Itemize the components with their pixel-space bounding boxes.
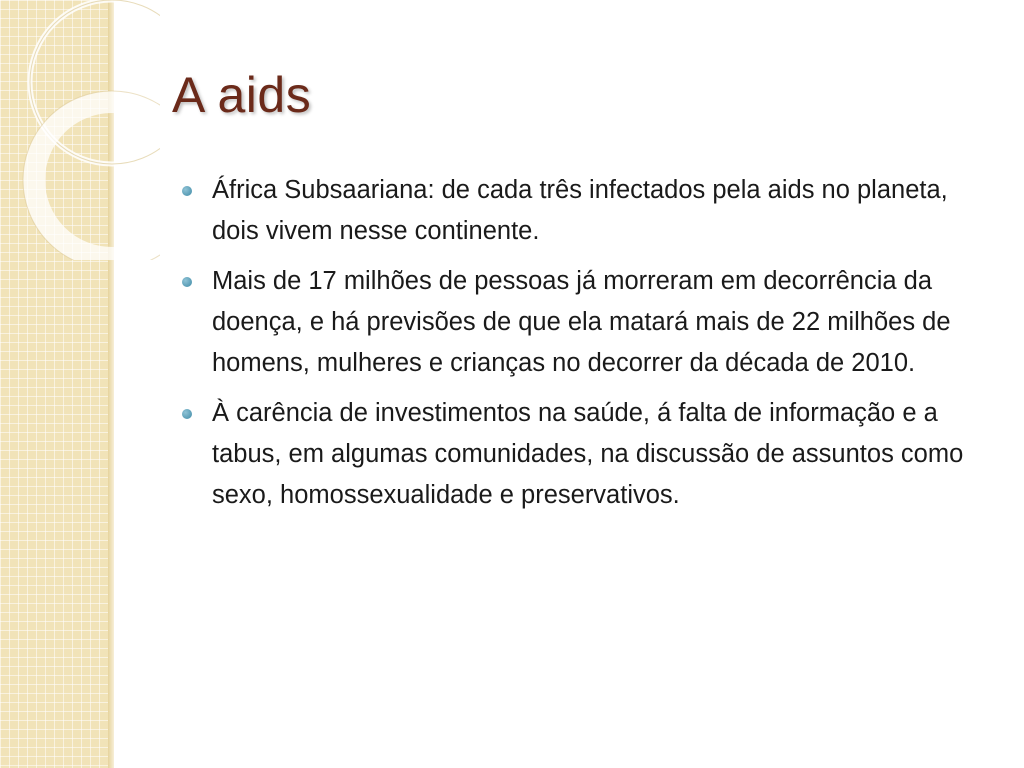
slide-title: A aids xyxy=(172,67,312,123)
bullet-list xyxy=(182,170,982,525)
list-item xyxy=(182,393,982,516)
bullet-icon xyxy=(182,409,192,419)
bullet-text: Mais de 17 milhões de pessoas já morreram em decorrência da doença, e há previsões de que ela matará mais de 22 milhões de homens, mulheres e crianças no decorrer da década de 2010. xyxy=(212,267,951,377)
list-item xyxy=(182,170,982,252)
bullet-text: África Subsaariana: de cada três infectados pela aids no planeta, dois vivem nesse continente. xyxy=(212,176,948,245)
bullet-icon xyxy=(182,277,192,287)
bullet-text: À carência de investimentos na saúde, á falta de informação e a tabus, em algumas comunidades, na discussão de assuntos como sexo, homossexualidade e preservativos. xyxy=(212,399,964,509)
list-item xyxy=(182,261,982,384)
decorative-rings-icon xyxy=(0,0,160,260)
bullet-icon xyxy=(182,186,192,196)
